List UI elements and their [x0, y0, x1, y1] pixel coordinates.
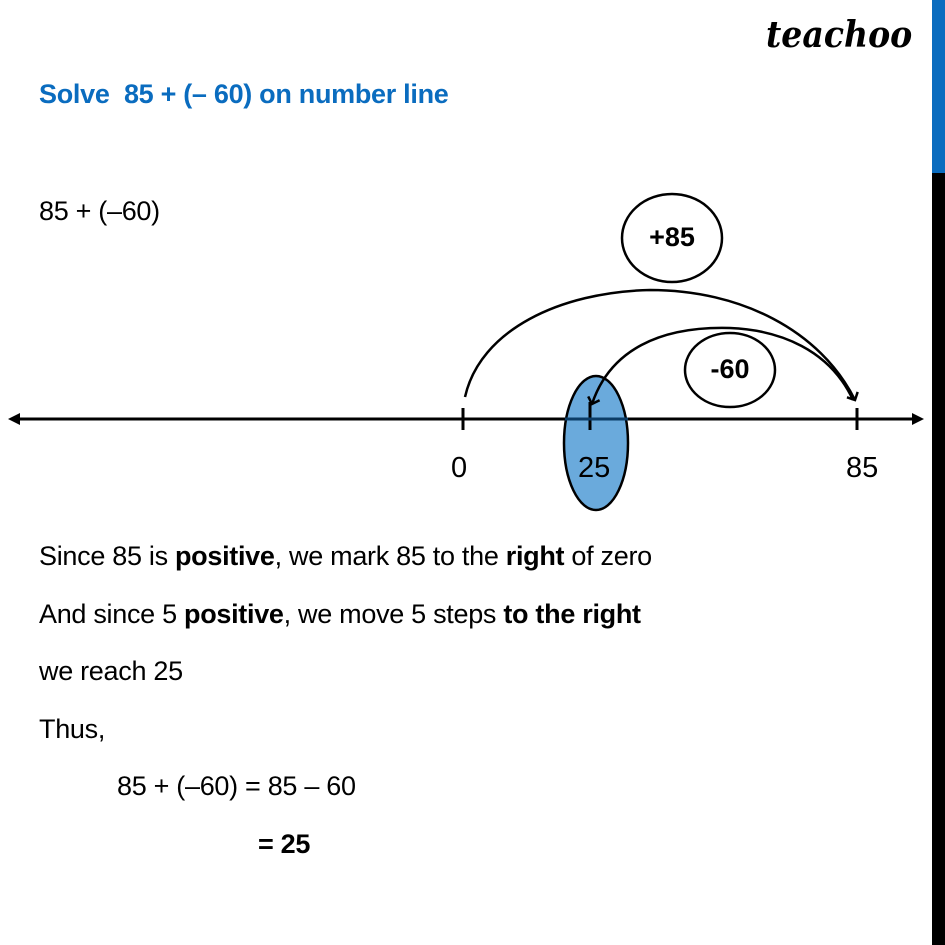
tick-label-85: 85 — [846, 452, 879, 484]
teachoo-logo: teachoo — [766, 14, 913, 56]
emphasis: right — [505, 541, 565, 571]
right-arrowhead-icon — [912, 413, 924, 425]
page-title: Solve 85 + (– 60) on number line — [39, 79, 449, 109]
side-accent-bar — [932, 0, 945, 173]
tick-label-0: 0 — [451, 452, 468, 484]
number-line — [8, 402, 924, 430]
tick-label-25: 25 — [578, 452, 611, 484]
emphasis: positive — [174, 541, 275, 571]
jump-label-minus60-text: -60 — [710, 354, 750, 384]
text: , we mark 85 to the — [274, 541, 506, 571]
text: And since 5 — [39, 599, 184, 629]
emphasis: positive — [184, 599, 284, 629]
text: , we move 5 steps — [283, 599, 504, 629]
text: of zero — [564, 541, 652, 571]
jump-label-plus85-text: +85 — [649, 222, 695, 252]
expression: 85 + (–60) — [39, 196, 160, 226]
equation-result: = 25 — [258, 829, 311, 859]
explanation-line-2 — [39, 599, 641, 630]
left-arrowhead-icon — [8, 413, 20, 425]
number-line-diagram — [0, 180, 945, 520]
explanation-line-1 — [39, 541, 652, 572]
text: Since 85 is — [39, 541, 175, 571]
explanation-line-3: we reach 25 — [39, 656, 183, 686]
jump-arc-plus85 — [465, 290, 855, 400]
equation-line: 85 + (–60) = 85 – 60 — [117, 771, 356, 801]
explanation-line-4: Thus, — [39, 714, 106, 744]
emphasis: to the right — [503, 599, 641, 629]
